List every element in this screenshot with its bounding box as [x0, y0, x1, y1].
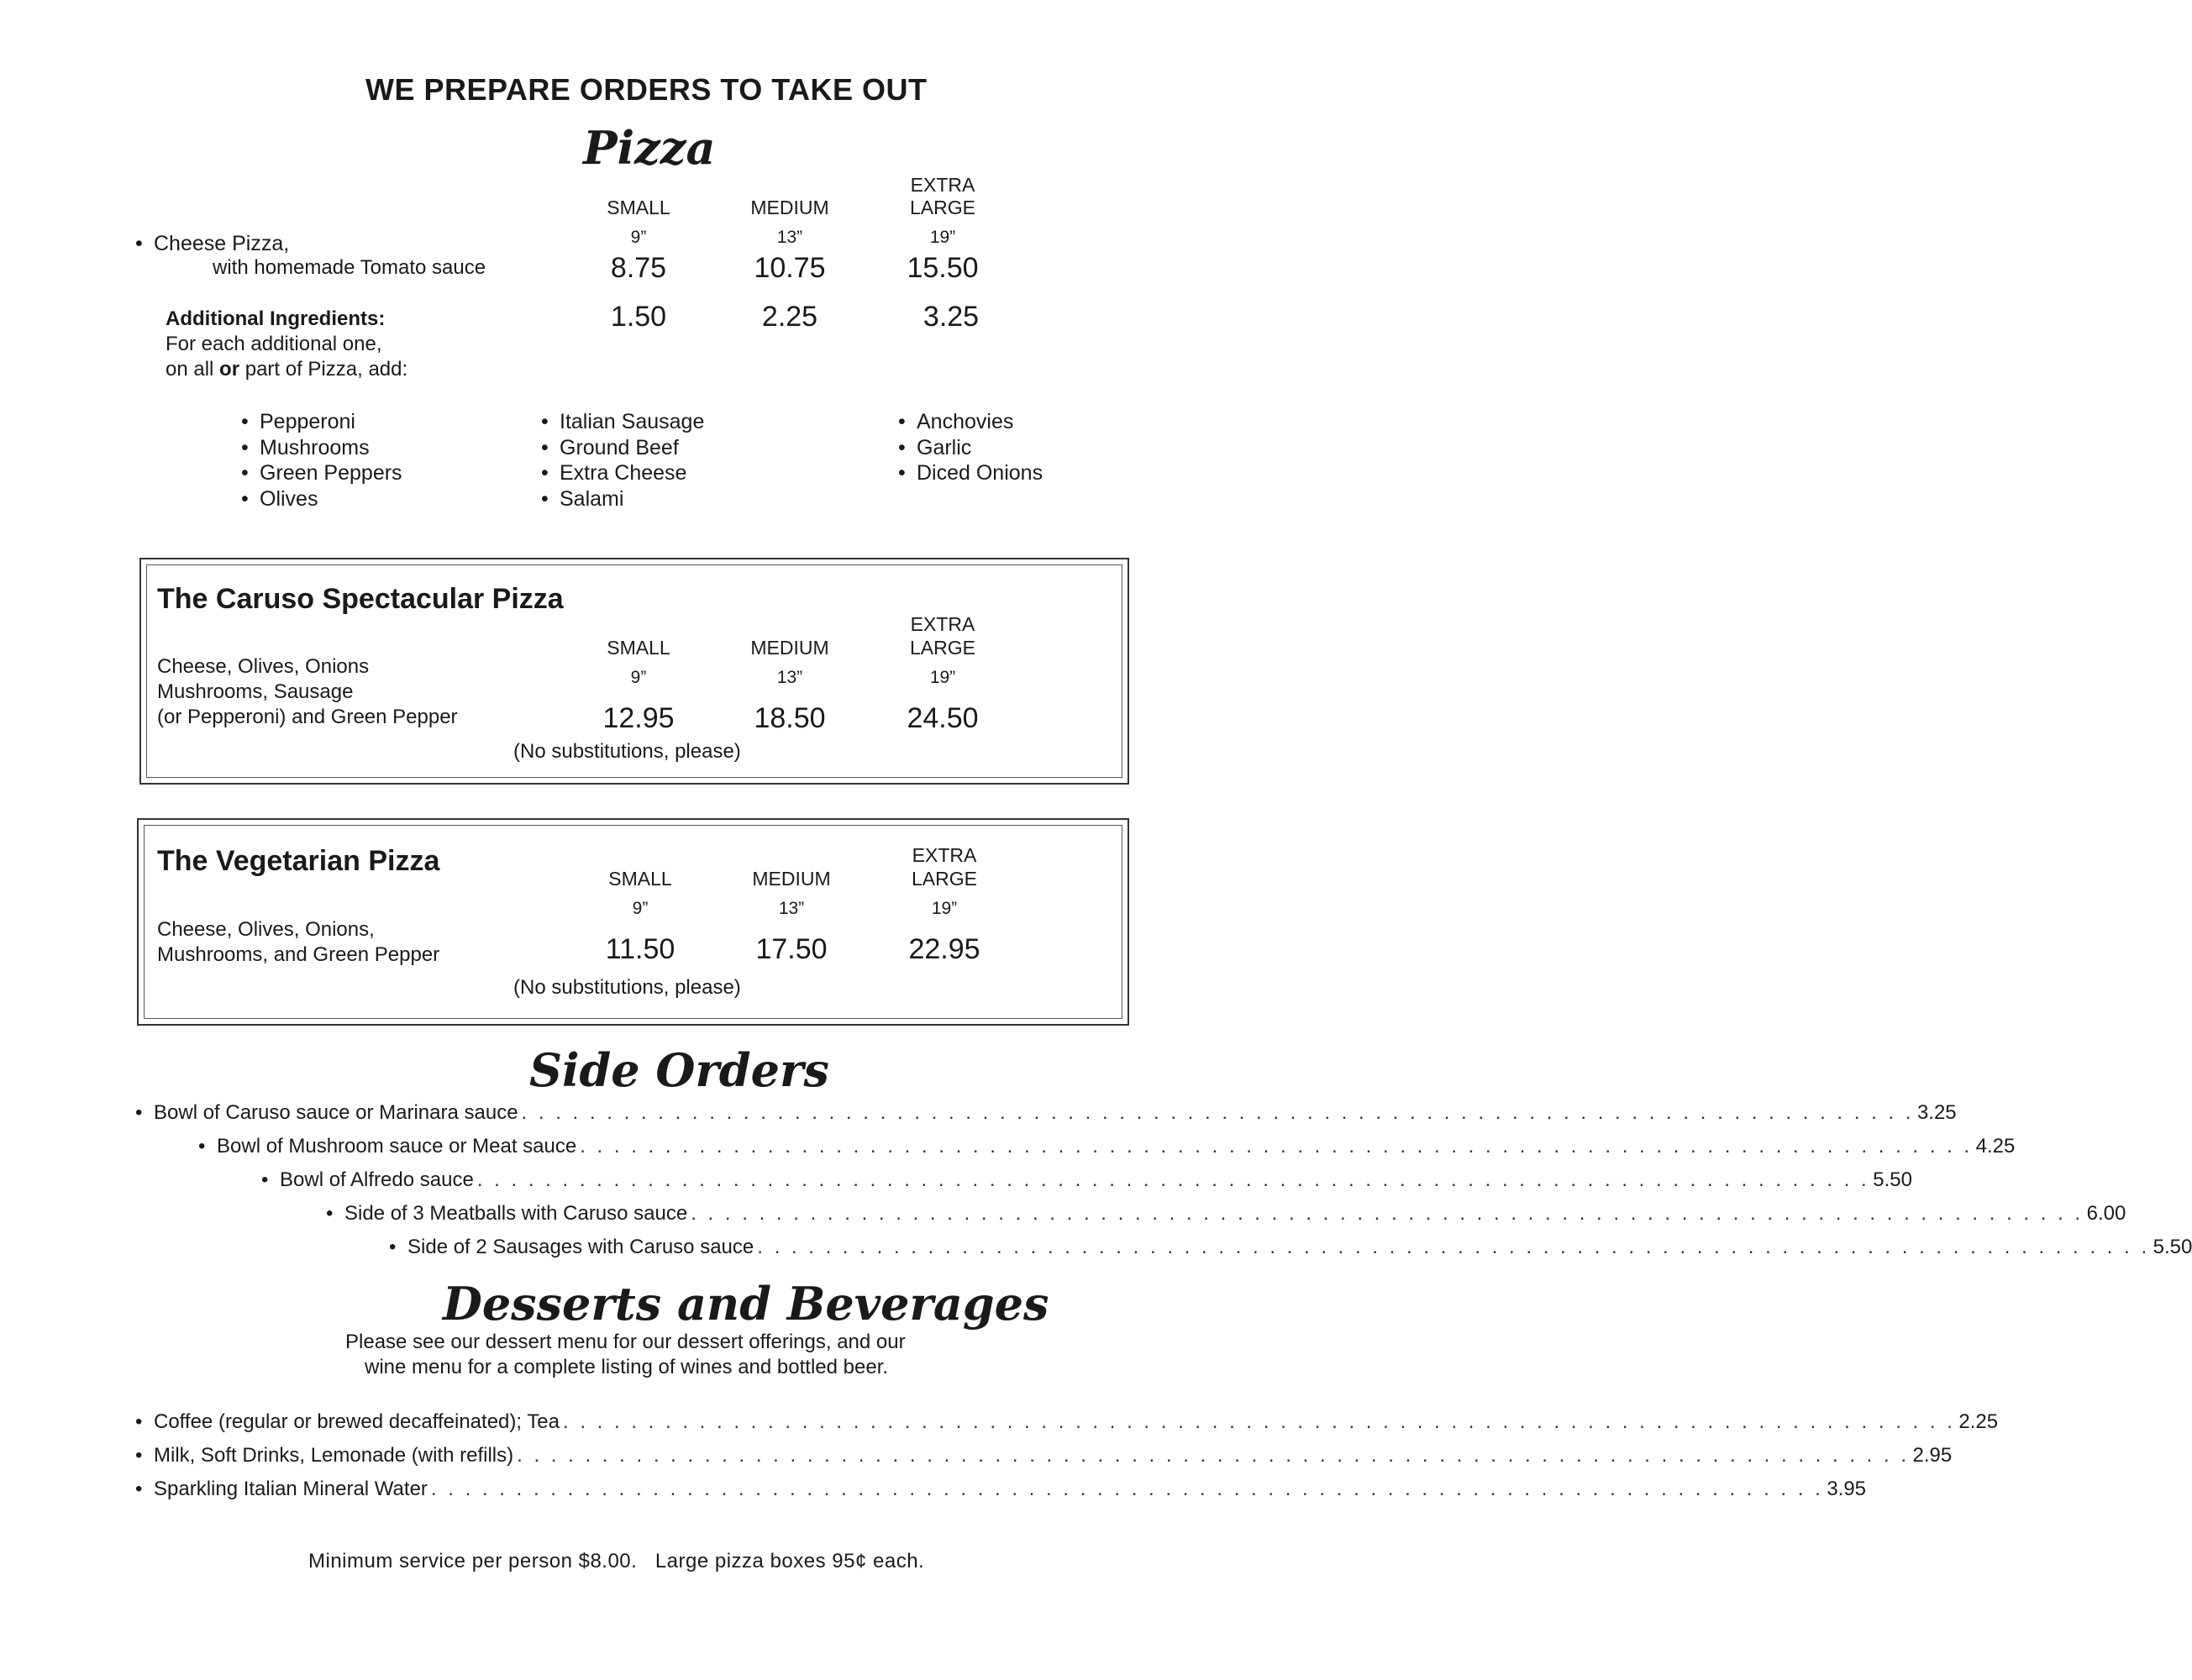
vegetarian-price-small: 11.50 — [605, 933, 675, 965]
caruso-price-small: 12.95 — [602, 702, 675, 734]
ingredient-item: • Olives — [241, 486, 402, 512]
caruso-note: (No substitutions, please) — [513, 740, 741, 763]
side-order-row — [326, 1202, 2126, 1226]
vegetarian-desc-line1: Cheese, Olives, Onions, — [157, 918, 375, 941]
caruso-size-medium: MEDIUM — [750, 637, 829, 659]
ingredients-col-2 — [541, 409, 704, 512]
size-large-inches: 19” — [929, 228, 956, 247]
side-order-row — [135, 1101, 1957, 1125]
veg-size-extra-line1: EXTRA — [912, 844, 977, 866]
desserts-note-line2: wine menu for a complete listing of wines and bottled beer. — [365, 1356, 889, 1378]
caruso-inches-large: 19” — [929, 668, 956, 687]
leader-dots: . . . . . . . . . . . . . . . . . . . . . . . . . . . . . . . . . . . . . . . . . . . . . . . . . . . . . . . . . . . . . . . . . . . . . . . . . . . . . . . . . . — [757, 1236, 2150, 1258]
side-order-price: 3.25 — [1916, 1101, 1957, 1124]
caruso-inches-medium: 13” — [776, 668, 803, 687]
ingredients-col-1 — [241, 409, 402, 512]
vegetarian-note: (No substitutions, please) — [513, 976, 741, 999]
vegetarian-title: The Vegetarian Pizza — [157, 845, 440, 877]
side-order-price: 5.50 — [1873, 1168, 1912, 1191]
ingredient-item: • Garlic — [898, 435, 1043, 461]
side-order-name: • Bowl of Caruso sauce or Marinara sauce — [135, 1101, 518, 1125]
caruso-desc-line1: Cheese, Olives, Onions — [157, 655, 370, 678]
beverage-row — [135, 1410, 1999, 1434]
side-order-row — [198, 1135, 2016, 1158]
cheese-price-large: 15.50 — [907, 252, 979, 284]
side-order-price: 6.00 — [2086, 1202, 2126, 1225]
beverage-price: 3.95 — [1827, 1478, 1867, 1500]
line2-bold: or — [219, 358, 240, 381]
side-order-price: 5.50 — [2153, 1236, 2192, 1258]
size-large-label: LARGE — [910, 197, 975, 218]
side-order-row — [389, 1236, 2192, 1259]
vegetarian-price-medium: 17.50 — [755, 933, 828, 965]
ingredient-item: • Extra Cheese — [541, 460, 704, 486]
cheese-pizza-name: • Cheese Pizza, — [135, 232, 1432, 256]
ingredient-item: • Mushrooms — [241, 435, 402, 461]
additional-ingredients-title: Additional Ingredients: — [166, 307, 386, 330]
desserts-title: Desserts and Beverages — [443, 1277, 1049, 1331]
additional-ingredients-line2 — [166, 358, 407, 381]
beverage-row — [135, 1444, 1953, 1467]
veg-size-small: SMALL — [608, 868, 672, 890]
side-order-name: • Bowl of Mushroom sauce or Meat sauce — [198, 1135, 576, 1158]
caruso-size-large: LARGE — [910, 637, 975, 659]
caruso-desc-line3: (or Pepperoni) and Green Pepper — [157, 706, 458, 728]
cheese-price-medium: 10.75 — [754, 252, 826, 284]
footer-note: Minimum service per person $8.00. Large pizza boxes 95¢ each. — [308, 1550, 925, 1572]
side-order-name: • Side of 3 Meatballs with Caruso sauce — [326, 1202, 687, 1226]
beverage-price: 2.95 — [1912, 1444, 1953, 1467]
caruso-title: The Caruso Spectacular Pizza — [157, 583, 564, 615]
cheese-pizza-desc: with homemade Tomato sauce — [213, 256, 486, 279]
side-order-name: • Bowl of Alfredo sauce — [261, 1168, 474, 1192]
ingredient-item: • Pepperoni — [241, 409, 402, 435]
ingredient-item: • Ground Beef — [541, 435, 704, 461]
side-order-name: • Side of 2 Sausages with Caruso sauce — [389, 1236, 754, 1259]
ingredient-item: • Anchovies — [898, 409, 1043, 435]
additional-price-small: 1.50 — [610, 301, 667, 333]
veg-size-medium: MEDIUM — [752, 868, 831, 890]
ingredient-item: • Green Peppers — [241, 460, 402, 486]
additional-price-medium: 2.25 — [761, 301, 818, 333]
size-small-inches: 9” — [630, 228, 647, 247]
vegetarian-desc-line2: Mushrooms, and Green Pepper — [157, 943, 440, 966]
caruso-price-large: 24.50 — [907, 702, 979, 734]
beverage-name: • Sparkling Italian Mineral Water — [135, 1478, 428, 1501]
ingredient-item: • Italian Sausage — [541, 409, 704, 435]
veg-inches-medium: 13” — [778, 899, 805, 918]
beverage-row — [135, 1478, 1867, 1501]
beverage-price: 2.25 — [1958, 1410, 1999, 1433]
ingredients-col-3 — [898, 409, 1043, 486]
leader-dots: . . . . . . . . . . . . . . . . . . . . . . . . . . . . . . . . . . . . . . . . . . . . . . . . . . . . . . . . . . . . . . . . . . . . . . . . . . . . . . . . . . — [580, 1135, 1973, 1158]
caruso-desc-line2: Mushrooms, Sausage — [157, 680, 354, 703]
side-order-row — [261, 1168, 1912, 1192]
caruso-inches-small: 9” — [630, 668, 647, 687]
additional-ingredients-line1: For each additional one, — [166, 333, 382, 355]
leader-dots: . . . . . . . . . . . . . . . . . . . . . . . . . . . . . . . . . . . . . . . . . . . . . . . . . . . . . . . . . . . . . . . . . . . . . . . . . . . . . . . . . . — [521, 1101, 1914, 1124]
veg-inches-large: 19” — [931, 899, 958, 918]
size-small-label: SMALL — [607, 197, 670, 218]
vegetarian-price-large: 22.95 — [908, 933, 980, 965]
size-medium-label: MEDIUM — [750, 197, 829, 218]
cheese-price-small: 8.75 — [610, 252, 667, 284]
leader-dots: . . . . . . . . . . . . . . . . . . . . . . . . . . . . . . . . . . . . . . . . . . . . . . . . . . . . . . . . . . . . . . . . . . . . . . . . . . . . . . . . . . — [562, 1410, 1956, 1433]
ingredient-item: • Diced Onions — [898, 460, 1043, 486]
size-medium-inches: 13” — [776, 228, 803, 247]
leader-dots: . . . . . . . . . . . . . . . . . . . . . . . . . . . . . . . . . . . . . . . . . . . . . . . . . . . . . . . . . . . . . . . . . . . . . . . . . . . . . . . . . . — [691, 1202, 2084, 1225]
page-header: WE PREPARE ORDERS TO TAKE OUT — [365, 72, 928, 107]
ingredient-item: • Salami — [541, 486, 704, 512]
veg-size-large: LARGE — [912, 868, 977, 890]
leader-dots: . . . . . . . . . . . . . . . . . . . . . . . . . . . . . . . . . . . . . . . . . . . . . . . . . . . . . . . . . . . . . . . . . . . . . . . . . . . . . . . . . . — [476, 1168, 1870, 1191]
caruso-price-medium: 18.50 — [754, 702, 826, 734]
line2-post: part of Pizza, add: — [239, 358, 408, 381]
line2-pre: on all — [166, 358, 220, 381]
size-extra-line1: EXTRA — [910, 174, 975, 196]
additional-price-large: 3.25 — [923, 301, 980, 333]
desserts-note-line1: Please see our dessert menu for our dessert offerings, and our — [345, 1331, 906, 1353]
veg-inches-small: 9” — [632, 899, 649, 918]
leader-dots: . . . . . . . . . . . . . . . . . . . . . . . . . . . . . . . . . . . . . . . . . . . . . . . . . . . . . . . . . . . . . . . . . . . . . . . . . . . . . . . . . . — [517, 1444, 1910, 1467]
beverage-name: • Milk, Soft Drinks, Lemonade (with refills) — [135, 1444, 513, 1467]
caruso-size-small: SMALL — [607, 637, 670, 659]
leader-dots: . . . . . . . . . . . . . . . . . . . . . . . . . . . . . . . . . . . . . . . . . . . . . . . . . . . . . . . . . . . . . . . . . . . . . . . . . . . . . . . . . . — [430, 1478, 1824, 1500]
side-orders-title: Side Orders — [529, 1043, 829, 1097]
side-order-price: 4.25 — [1975, 1135, 2016, 1158]
pizza-section-title: Pizza — [583, 121, 716, 175]
beverage-name: • Coffee (regular or brewed decaffeinated); Tea — [135, 1410, 560, 1434]
caruso-size-extra-line1: EXTRA — [910, 613, 975, 635]
